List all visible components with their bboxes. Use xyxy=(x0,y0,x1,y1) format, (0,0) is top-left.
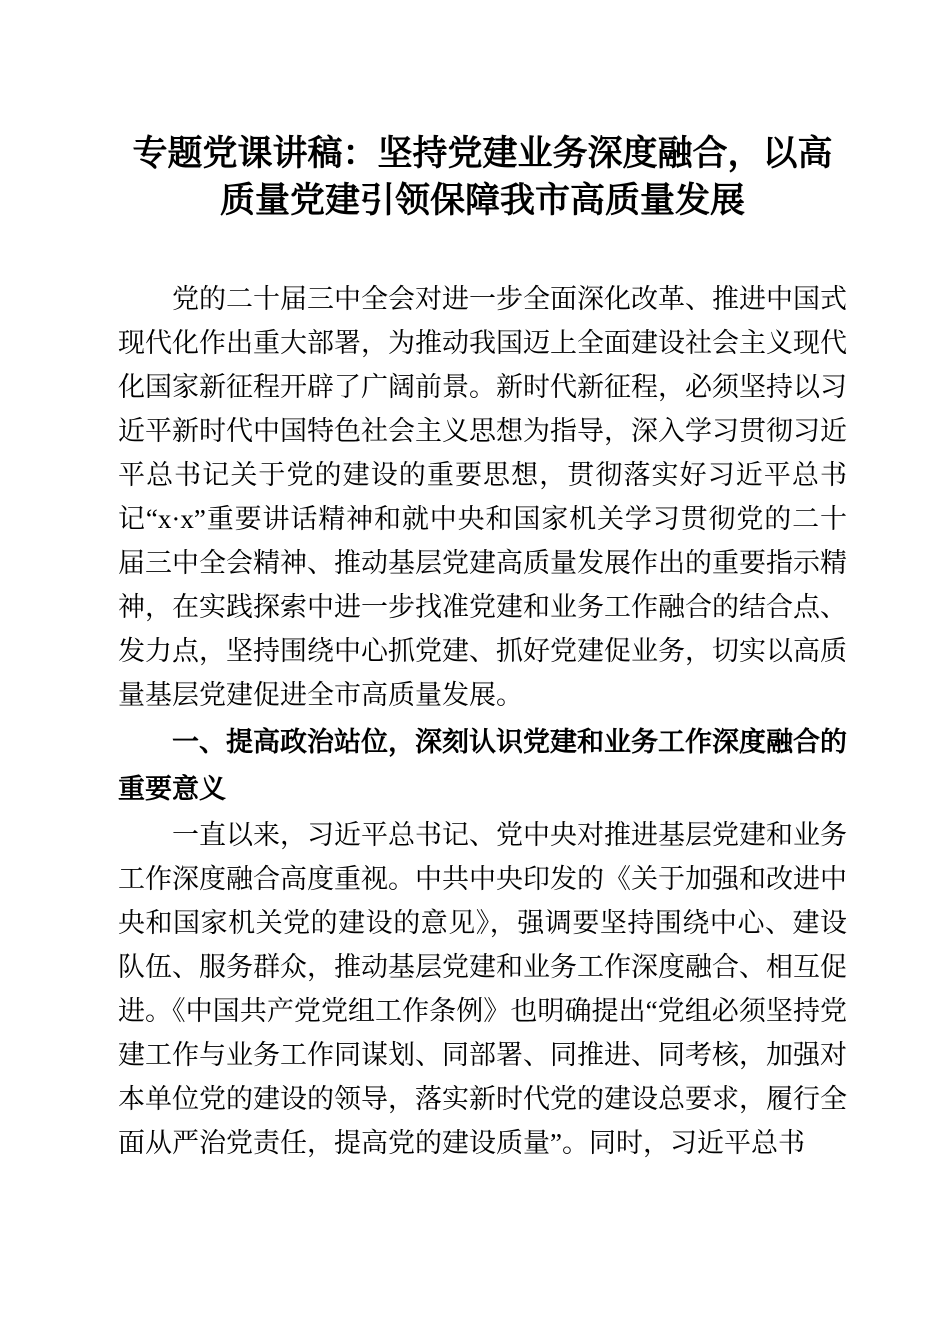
section-heading-1: 一、提高政治站位，深刻认识党建和业务工作深度融合的重要意义 xyxy=(118,727,847,804)
document-title: 专题党课讲稿：坚持党建业务深度融合，以高质量党建引领保障我市高质量发展 xyxy=(132,134,833,220)
paragraph-intro: 党的二十届三中全会对进一步全面深化改革、推进中国式现代化作出重大部署，为推动我国迈上全面建设社会主义现代化国家新征程开辟了广阔前景。新时代新征程，必须坚持以习近平新时代中国特色社会主义思想为指导，深入学习贯彻习近平总书记关于党的建设的重要思想，贯彻落实好习近平总书记“x·x”重要讲话精神和就中央和国家机关学习贯彻党的二十届三中全会精神、推动基层党建高质量发展作出的重要指示精神，在实践探索中进一步找准党建和业务工作融合的结合点、发力点，坚持围绕中心抓党建、抓好党建促业务，切实以高质量基层党建促进全市高质量发展。 xyxy=(118,284,847,710)
paragraph-section-1-body: 一直以来，习近平总书记、党中央对推进基层党建和业务工作深度融合高度重视。中共中央印发的《关于加强和改进中央和国家机关党的建设的意见》，强调要坚持围绕中心、建设队伍、服务群众，推动基层党建和业务工作深度融合、相互促进。《中国共产党党组工作条例》也明确提出“党组必须坚持党建工作与业务工作同谋划、同部署、同推进、同考核，加强对本单位党的建设的领导，落实新时代党的建设总要求，履行全面从严治党责任，提高党的建设质量”。同时，习近平总书 xyxy=(118,820,847,1158)
